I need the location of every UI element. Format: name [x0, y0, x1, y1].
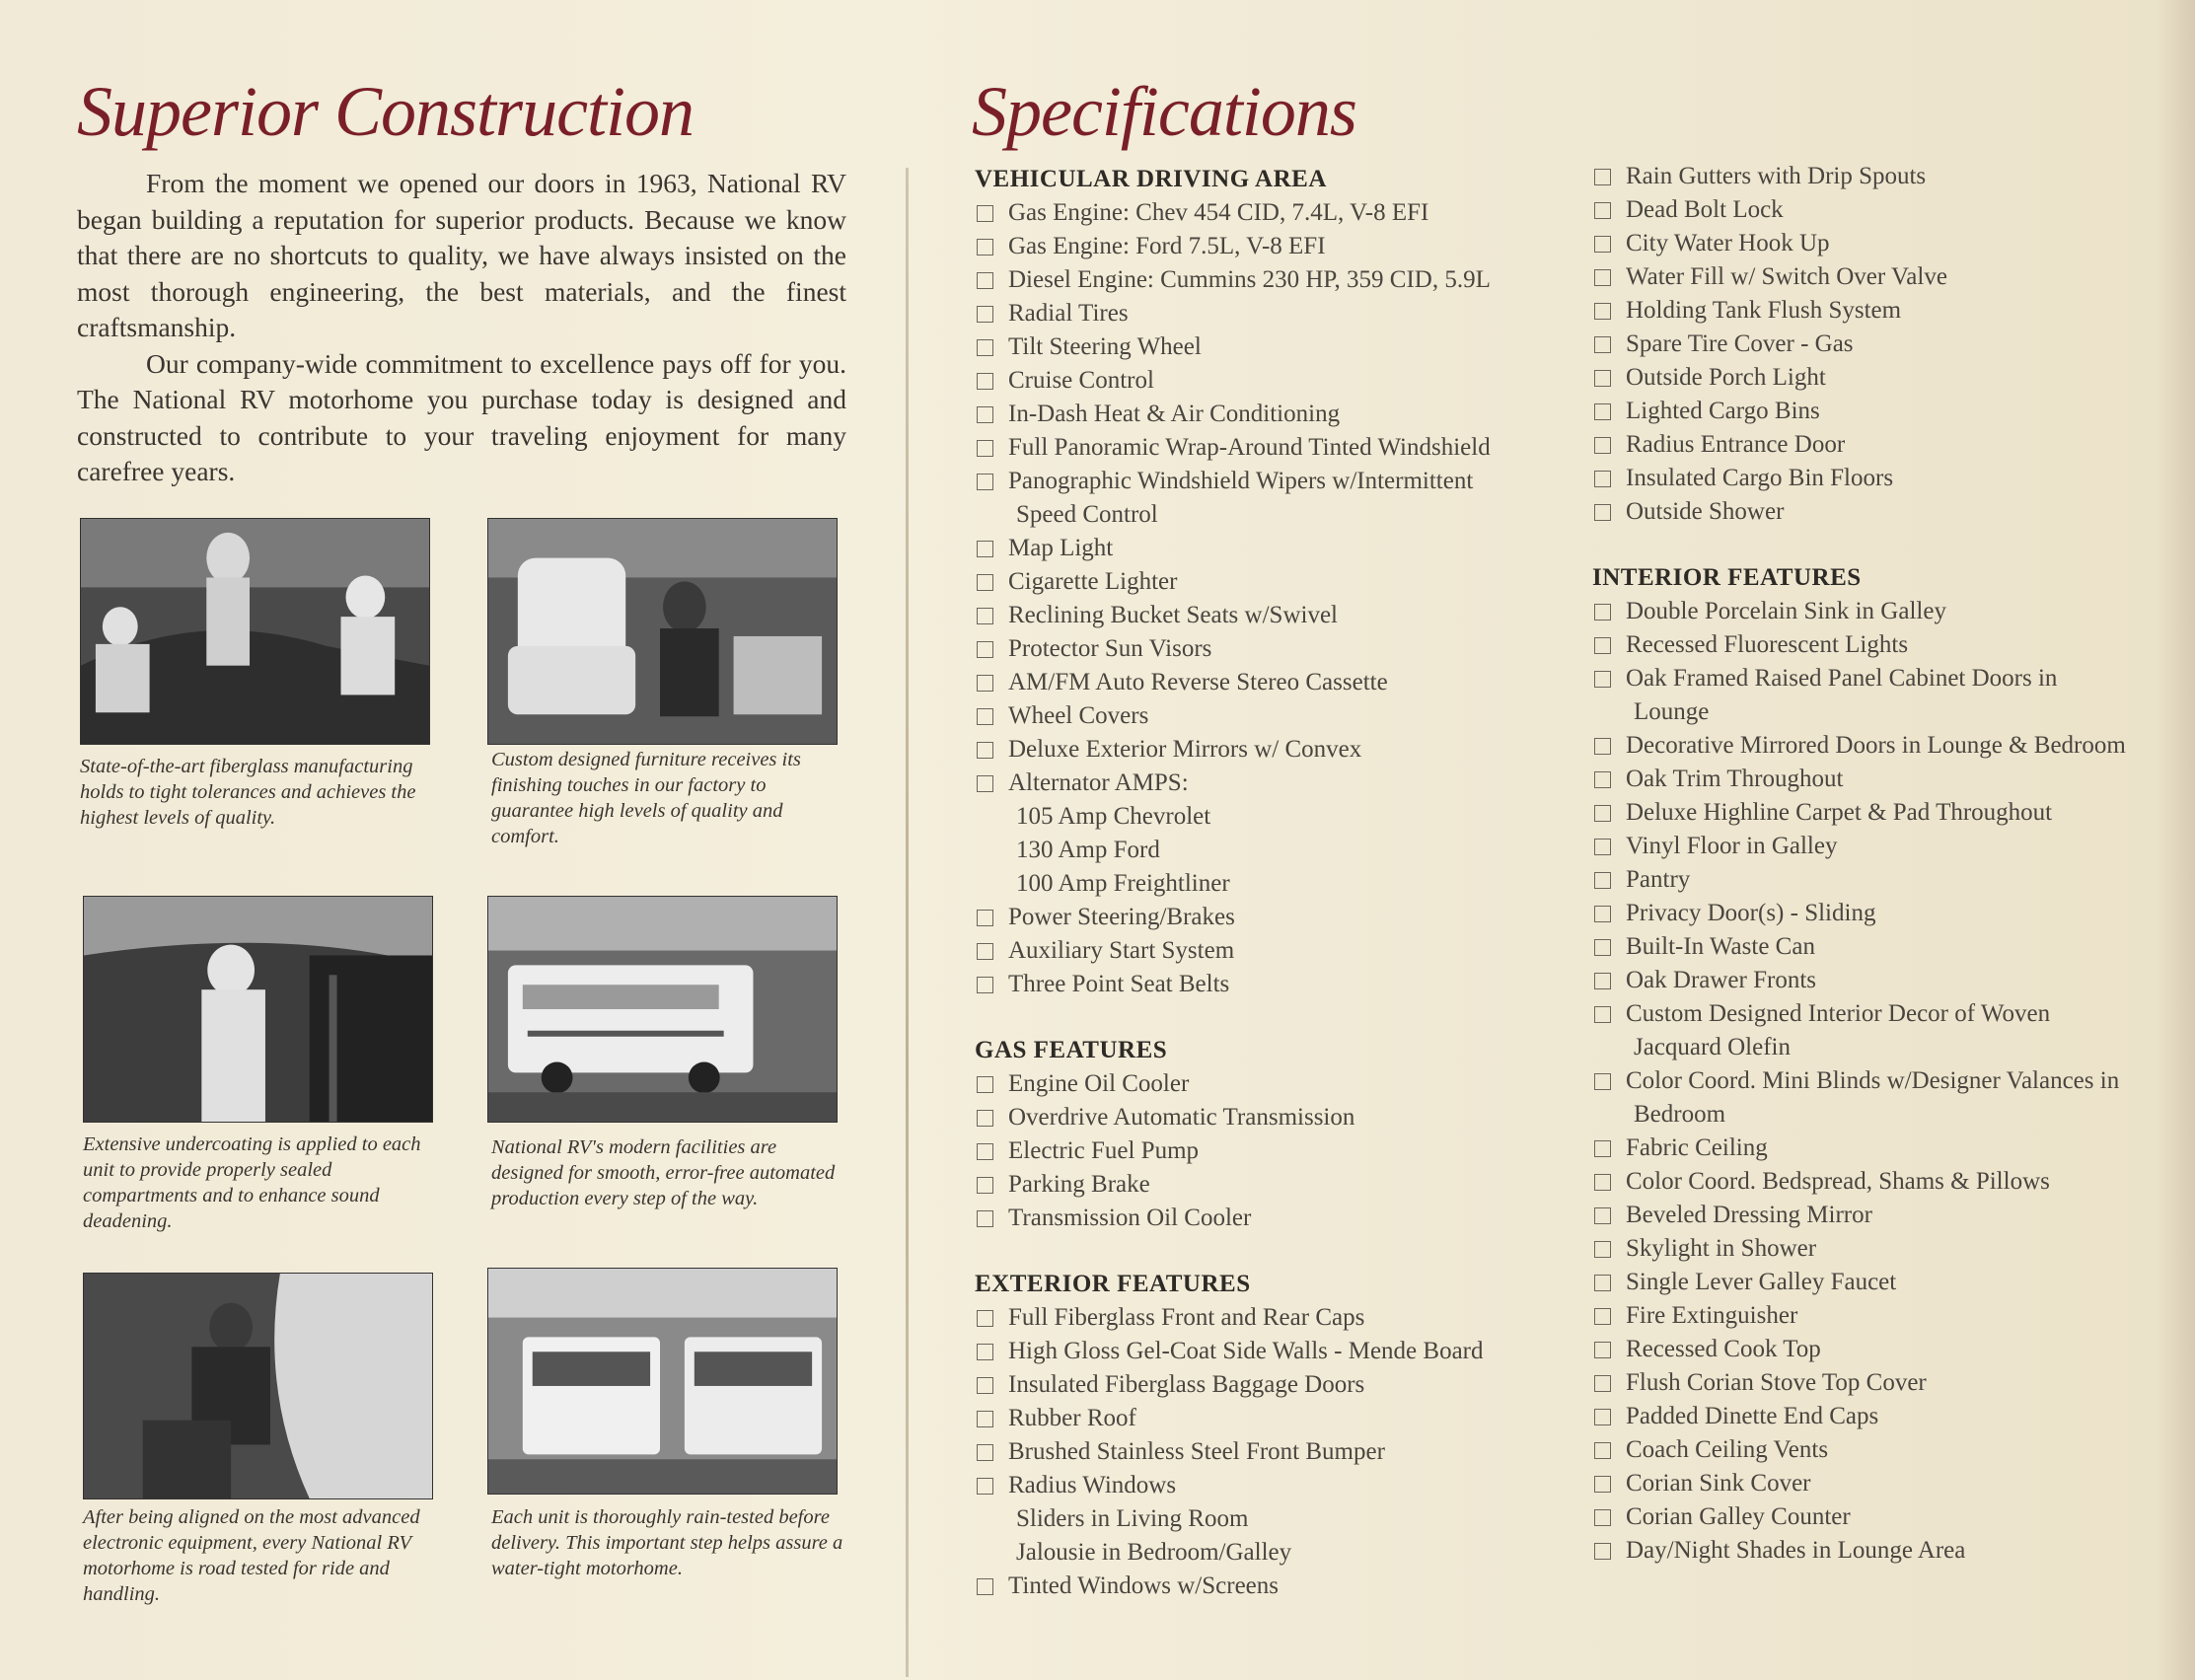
spec-item [975, 599, 1586, 632]
spec-item [975, 934, 1586, 968]
checkbox-icon[interactable] [977, 641, 993, 658]
checkbox-icon[interactable] [977, 272, 993, 289]
checkbox-icon[interactable] [1594, 504, 1611, 521]
checkbox-icon[interactable] [1594, 1207, 1611, 1224]
checkbox-icon[interactable] [1594, 1073, 1611, 1090]
checkbox-icon[interactable] [1594, 939, 1611, 956]
spec-item-label: In-Dash Heat & Air Conditioning [1008, 401, 1341, 427]
spec-item [975, 431, 1586, 465]
photo-rain-test [487, 1268, 838, 1495]
checkbox-icon[interactable] [977, 608, 993, 624]
spec-item [975, 498, 1586, 532]
spec-item-label: Radius Entrance Door [1626, 431, 1846, 458]
spec-item-label: Insulated Fiberglass Baggage Doors [1008, 1371, 1365, 1398]
checkbox-icon[interactable] [977, 474, 993, 490]
spec-item [975, 532, 1586, 565]
spec-item-label: Full Fiberglass Front and Rear Caps [1008, 1304, 1365, 1331]
checkbox-icon[interactable] [977, 742, 993, 759]
checkbox-icon[interactable] [977, 675, 993, 692]
spec-item [975, 901, 1586, 934]
checkbox-icon[interactable] [977, 239, 993, 256]
checkbox-icon[interactable] [1594, 1476, 1611, 1493]
checkbox-icon[interactable] [1594, 1442, 1611, 1459]
spec-item-label: 130 Amp Ford [1016, 837, 1160, 863]
checkbox-icon[interactable] [977, 1578, 993, 1595]
spec-item [975, 1301, 1586, 1335]
checkbox-icon[interactable] [977, 574, 993, 591]
checkbox-icon[interactable] [977, 205, 993, 222]
spec-item-label: Color Coord. Mini Blinds w/Designer Valances in [1626, 1067, 2120, 1094]
spec-item-label: Holding Tank Flush System [1626, 297, 1902, 324]
spec-item-label: Brushed Stainless Steel Front Bumper [1008, 1438, 1385, 1465]
spec-item-label: Outside Shower [1626, 498, 1785, 525]
list-gas [975, 1067, 1586, 1235]
spec-item [1592, 729, 2184, 763]
checkbox-icon[interactable] [1594, 604, 1611, 621]
checkbox-icon[interactable] [1594, 202, 1611, 219]
spec-item-label: Jacquard Olefin [1634, 1034, 1791, 1060]
checkbox-icon[interactable] [1594, 437, 1611, 454]
intro-text [77, 166, 846, 490]
checkbox-icon[interactable] [1594, 1409, 1611, 1425]
caption-alignment: After being aligned on the most advanced electronic equipment, every National RV motorhome is road tested for ride and handling. [83, 1506, 420, 1605]
spec-item [1592, 695, 2184, 729]
spec-item-label: Panographic Windshield Wipers w/Intermittent [1008, 468, 1474, 494]
heading-vehicular-driving-area: VEHICULAR DRIVING AREA [975, 166, 1327, 192]
spec-item-label: Auxiliary Start System [1008, 937, 1235, 964]
spec-item-label: Three Point Seat Belts [1008, 971, 1230, 997]
spec-item [1592, 1333, 2184, 1366]
spec-item-label: Privacy Door(s) - Sliding [1626, 900, 1876, 926]
photo-alignment [83, 1273, 433, 1499]
spec-item [1592, 294, 2184, 328]
spec-item [1592, 964, 2184, 997]
spec-item-label: Diesel Engine: Cummins 230 HP, 359 CID, 5.9L [1008, 266, 1491, 293]
checkbox-icon[interactable] [977, 1143, 993, 1160]
photo-undercoating [83, 896, 433, 1123]
spec-item-label: Beveled Dressing Mirror [1626, 1202, 1872, 1228]
spec-item [975, 968, 1586, 1001]
checkbox-icon[interactable] [977, 1310, 993, 1327]
spec-item-label: Day/Night Shades in Lounge Area [1626, 1537, 1966, 1564]
checkbox-icon[interactable] [1594, 1140, 1611, 1157]
spec-item-label: Fire Extinguisher [1626, 1302, 1798, 1329]
spec-item-label: Decorative Mirrored Doors in Lounge & Bedroom [1626, 732, 2126, 759]
spec-item [1592, 1031, 2184, 1064]
page-title-superior-construction: Superior Construction [77, 72, 695, 151]
spec-item [1592, 1165, 2184, 1199]
checkbox-icon[interactable] [977, 910, 993, 926]
spec-item-label: Single Lever Galley Faucet [1626, 1269, 1897, 1295]
checkbox-icon[interactable] [1594, 805, 1611, 822]
spec-item [975, 230, 1586, 263]
list-vehicular [975, 196, 1586, 1001]
spec-item [1592, 763, 2184, 796]
spec-item [975, 196, 1586, 230]
list-exterior-continued [1592, 160, 2184, 529]
spec-item [1592, 227, 2184, 260]
spec-item [975, 1368, 1586, 1402]
spec-item [1592, 1232, 2184, 1266]
spec-item [975, 733, 1586, 767]
spec-item [975, 398, 1586, 431]
spec-item [1592, 1132, 2184, 1165]
checkbox-icon[interactable] [1594, 1275, 1611, 1291]
spec-item [1592, 1366, 2184, 1400]
spec-item [975, 263, 1586, 297]
checkbox-icon[interactable] [1594, 1509, 1611, 1526]
checkbox-icon[interactable] [977, 1411, 993, 1427]
spec-item-label: Outside Porch Light [1626, 364, 1826, 391]
checkbox-icon[interactable] [977, 943, 993, 960]
caption-fiberglass: State-of-the-art fiberglass manufacturing holds to tight tolerances and achieves the highest levels of quality. [80, 756, 416, 829]
spec-item-label: AM/FM Auto Reverse Stereo Cassette [1008, 669, 1388, 695]
photo-fiberglass-manufacturing [80, 518, 430, 745]
checkbox-icon[interactable] [1594, 370, 1611, 387]
list-interior [1592, 595, 2184, 1568]
checkbox-icon[interactable] [977, 1478, 993, 1495]
checkbox-icon[interactable] [977, 1344, 993, 1360]
spec-item-label: Built-In Waste Can [1626, 933, 1815, 960]
heading-exterior-features: EXTERIOR FEATURES [975, 1271, 1251, 1297]
checkbox-icon[interactable] [1594, 637, 1611, 654]
spec-item-label: Cigarette Lighter [1008, 568, 1178, 595]
spec-item [975, 1435, 1586, 1469]
checkbox-icon[interactable] [1594, 1543, 1611, 1560]
spec-item-label: Corian Sink Cover [1626, 1470, 1811, 1497]
spec-item-label: Deluxe Highline Carpet & Pad Throughout [1626, 799, 2053, 826]
spec-item-label: Coach Ceiling Vents [1626, 1436, 1829, 1463]
spec-item [1592, 260, 2184, 294]
spec-item-label: Alternator AMPS: [1008, 769, 1189, 796]
checkbox-icon[interactable] [1594, 471, 1611, 487]
spec-item-label: 100 Amp Freightliner [1016, 870, 1230, 897]
spec-item [975, 1469, 1586, 1502]
spec-item-label: Insulated Cargo Bin Floors [1626, 465, 1894, 491]
spec-item [1592, 495, 2184, 529]
checkbox-icon[interactable] [1594, 336, 1611, 353]
checkbox-icon[interactable] [1594, 906, 1611, 922]
spec-item [1592, 662, 2184, 695]
spec-item [975, 666, 1586, 699]
checkbox-icon[interactable] [1594, 269, 1611, 286]
spec-item [975, 1335, 1586, 1368]
checkbox-icon[interactable] [1594, 839, 1611, 855]
specs-column-2 [1592, 160, 2184, 1568]
spec-item [975, 699, 1586, 733]
spec-item [1592, 997, 2184, 1031]
spec-item-label: Power Steering/Brakes [1008, 904, 1235, 930]
specs-column-1 [975, 164, 1586, 1603]
checkbox-icon[interactable] [977, 306, 993, 323]
checkbox-icon[interactable] [977, 440, 993, 457]
spec-item-label: Radial Tires [1008, 300, 1129, 327]
spec-item-label: Water Fill w/ Switch Over Valve [1626, 263, 1947, 290]
spec-item-label: Bedroom [1634, 1101, 1726, 1128]
list-exterior [975, 1301, 1586, 1603]
spec-item-label: Sliders in Living Room [1016, 1505, 1249, 1532]
checkbox-icon[interactable] [977, 1110, 993, 1127]
spec-item [1592, 395, 2184, 428]
checkbox-icon[interactable] [977, 977, 993, 993]
spec-item [1592, 930, 2184, 964]
spec-item [1592, 1500, 2184, 1534]
spec-item [1592, 193, 2184, 227]
caption-rain-test: Each unit is thoroughly rain-tested before delivery. This important step helps assure a water-tight motorhome. [491, 1506, 843, 1579]
checkbox-icon[interactable] [977, 1076, 993, 1093]
spec-item [975, 767, 1586, 800]
spec-item-label: Lounge [1634, 698, 1710, 725]
spec-item [1592, 595, 2184, 628]
spec-item-label: Cruise Control [1008, 367, 1154, 394]
spec-item [975, 1134, 1586, 1168]
spec-item [975, 1067, 1586, 1101]
spec-item [1592, 897, 2184, 930]
spec-item [975, 1570, 1586, 1603]
spec-item [1592, 830, 2184, 863]
spec-item [975, 465, 1586, 498]
spec-item-label: Dead Bolt Lock [1626, 196, 1784, 223]
spec-item-label: Oak Drawer Fronts [1626, 967, 1817, 993]
spec-item-label: Skylight in Shower [1626, 1235, 1817, 1262]
checkbox-icon[interactable] [1594, 738, 1611, 755]
spec-item [1592, 361, 2184, 395]
spec-item [975, 297, 1586, 330]
spec-item-label: Lighted Cargo Bins [1626, 398, 1820, 424]
spec-item-label: Color Coord. Bedspread, Shams & Pillows [1626, 1168, 2050, 1195]
spec-item-label: Padded Dinette End Caps [1626, 1403, 1879, 1429]
heading-interior-features: INTERIOR FEATURES [1592, 564, 1862, 591]
spec-item-label: Pantry [1626, 866, 1691, 893]
spec-item [975, 1101, 1586, 1134]
spec-item-label: Fabric Ceiling [1626, 1134, 1768, 1161]
spec-item [975, 867, 1586, 901]
spec-item [1592, 1400, 2184, 1433]
spec-item [975, 330, 1586, 364]
checkbox-icon[interactable] [1594, 872, 1611, 889]
spec-item-label: Tinted Windows w/Screens [1008, 1572, 1279, 1599]
spec-item [975, 632, 1586, 666]
spec-item-label: Recessed Fluorescent Lights [1626, 631, 1909, 658]
checkbox-icon[interactable] [977, 1177, 993, 1194]
spec-item-label: Gas Engine: Chev 454 CID, 7.4L, V-8 EFI [1008, 199, 1429, 226]
spec-item-label: Flush Corian Stove Top Cover [1626, 1369, 1927, 1396]
spec-item-label: 105 Amp Chevrolet [1016, 803, 1211, 830]
spec-item-label: Spare Tire Cover - Gas [1626, 330, 1854, 357]
spec-item-label: Rain Gutters with Drip Spouts [1626, 163, 1927, 189]
spec-item [1592, 1299, 2184, 1333]
spec-item [975, 364, 1586, 398]
spec-item [975, 1502, 1586, 1536]
page-title-specifications: Specifications [972, 72, 1356, 151]
spec-item-label: Oak Framed Raised Panel Cabinet Doors in [1626, 665, 2058, 692]
checkbox-icon[interactable] [1594, 973, 1611, 989]
spec-item-label: Map Light [1008, 535, 1114, 561]
caption-production: National RV's modern facilities are designed for smooth, error-free automated production every step of the way. [491, 1136, 836, 1209]
spec-item [975, 1402, 1586, 1435]
spec-item-label: Engine Oil Cooler [1008, 1070, 1190, 1097]
checkbox-icon[interactable] [1594, 1241, 1611, 1258]
photo-custom-furniture [487, 518, 838, 745]
spec-item-label: Electric Fuel Pump [1008, 1137, 1200, 1164]
checkbox-icon[interactable] [977, 1210, 993, 1227]
intro-paragraph-2: Our company-wide commitment to excellence pays off for you. The National RV motorhome you purchase today is designed and constructed to contribute to your traveling enjoyment for many carefree years. [77, 347, 846, 486]
checkbox-icon[interactable] [977, 775, 993, 792]
spec-item [1592, 1199, 2184, 1232]
spec-item [1592, 796, 2184, 830]
spec-item-label: Custom Designed Interior Decor of Woven [1626, 1000, 2051, 1027]
spec-item [1592, 328, 2184, 361]
spec-item [975, 834, 1586, 867]
spec-item-label: Full Panoramic Wrap-Around Tinted Windshield [1008, 434, 1491, 461]
spec-item [1592, 1064, 2184, 1098]
spec-item-label: Gas Engine: Ford 7.5L, V-8 EFI [1008, 233, 1326, 259]
spec-item-label: Corian Galley Counter [1626, 1503, 1851, 1530]
checkbox-icon[interactable] [977, 406, 993, 423]
spec-item [975, 1536, 1586, 1570]
spec-item-label: Tilt Steering Wheel [1008, 333, 1202, 360]
spec-item [975, 800, 1586, 834]
spec-item-label: Speed Control [1016, 501, 1158, 528]
spec-item [1592, 428, 2184, 462]
spec-item-label: High Gloss Gel-Coat Side Walls - Mende Board [1008, 1338, 1484, 1364]
spec-item-label: Reclining Bucket Seats w/Swivel [1008, 602, 1338, 628]
checkbox-icon[interactable] [1594, 1375, 1611, 1392]
checkbox-icon[interactable] [977, 708, 993, 725]
spec-item-label: Wheel Covers [1008, 702, 1149, 729]
spec-item-label: Overdrive Automatic Transmission [1008, 1104, 1355, 1131]
spec-item [975, 1202, 1586, 1235]
spec-item [975, 565, 1586, 599]
spec-item-label: Transmission Oil Cooler [1008, 1205, 1252, 1231]
checkbox-icon[interactable] [977, 339, 993, 356]
checkbox-icon[interactable] [977, 373, 993, 390]
checkbox-icon[interactable] [1594, 1342, 1611, 1358]
checkbox-icon[interactable] [1594, 403, 1611, 420]
spec-item-label: Parking Brake [1008, 1171, 1150, 1198]
checkbox-icon[interactable] [977, 1444, 993, 1461]
spec-item [1592, 863, 2184, 897]
checkbox-icon[interactable] [1594, 303, 1611, 320]
spec-item [1592, 462, 2184, 495]
caption-furniture: Custom designed furniture receives its finishing touches in our factory to guarantee high levels of quality and comfort. [491, 749, 801, 847]
spec-item [1592, 1467, 2184, 1500]
photo-production-facility [487, 896, 838, 1123]
checkbox-icon[interactable] [1594, 1006, 1611, 1023]
checkbox-icon[interactable] [1594, 1174, 1611, 1191]
page-spine [906, 168, 909, 1677]
checkbox-icon[interactable] [1594, 771, 1611, 788]
checkbox-icon[interactable] [1594, 236, 1611, 253]
spec-item [1592, 1098, 2184, 1132]
spec-item-label: Jalousie in Bedroom/Galley [1016, 1539, 1292, 1566]
spec-item-label: Recessed Cook Top [1626, 1336, 1821, 1362]
spec-item [975, 1168, 1586, 1202]
spec-item [1592, 1266, 2184, 1299]
checkbox-icon[interactable] [1594, 169, 1611, 185]
spec-item [1592, 160, 2184, 193]
spec-item-label: Vinyl Floor in Galley [1626, 833, 1838, 859]
spec-item [1592, 1534, 2184, 1568]
caption-undercoating: Extensive undercoating is applied to each unit to provide properly sealed compartments and to enhance sound deadening. [83, 1133, 421, 1232]
checkbox-icon[interactable] [977, 1377, 993, 1394]
checkbox-icon[interactable] [1594, 671, 1611, 688]
spec-item-label: Double Porcelain Sink in Galley [1626, 598, 1946, 624]
intro-paragraph-1: From the moment we opened our doors in 1963, National RV began building a reputation for superior products. Because we know that there are no shortcuts to quality, we have always insisted on the most thorough engineering, the best materials, and the finest craftsmanship. [77, 168, 846, 342]
spec-item-label: Rubber Roof [1008, 1405, 1136, 1431]
checkbox-icon[interactable] [1594, 1308, 1611, 1325]
heading-gas-features: GAS FEATURES [975, 1037, 1168, 1063]
spec-item-label: Radius Windows [1008, 1472, 1177, 1498]
spec-item [1592, 628, 2184, 662]
spec-item-label: Deluxe Exterior Mirrors w/ Convex [1008, 736, 1362, 763]
spec-item [1592, 1433, 2184, 1467]
checkbox-icon[interactable] [977, 541, 993, 557]
spec-item-label: Protector Sun Visors [1008, 635, 1212, 662]
spec-item-label: Oak Trim Throughout [1626, 766, 1844, 792]
spec-item-label: City Water Hook Up [1626, 230, 1830, 256]
